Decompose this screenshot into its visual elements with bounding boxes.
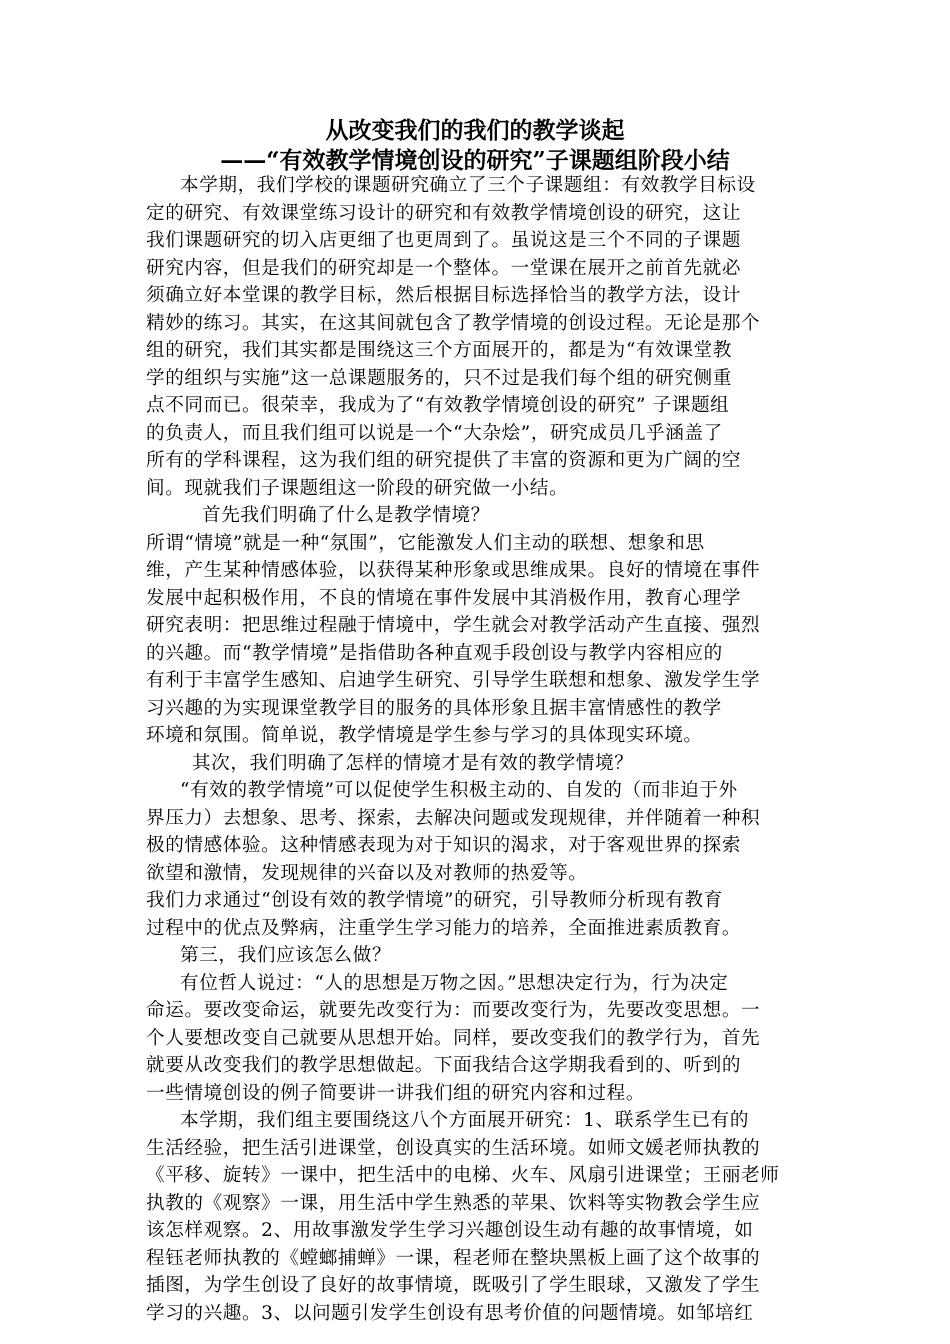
text-line: 的兴趣。而“教学情境”是指借助各种直观手段创设与教学内容相应的: [146, 642, 723, 664]
text-line: 所有的学科课程，这为我们组的研究提供了丰富的资源和更为广阔的空: [146, 450, 742, 471]
text-line: 一些情境创设的例子简要讲一讲我们组的研究内容和过程。: [146, 1082, 646, 1104]
text-line: 精妙的练习。其实，在这其间就包含了教学情境的创设过程。无论是那个: [146, 312, 761, 334]
text-line: 组的研究，我们其实都是围绕这三个方面展开的，都是为“有效课堂教: [146, 340, 732, 361]
text-line: 学习的兴趣。3、以问题引发学生创设有思考价值的问题情境。如邹培红: [146, 1302, 754, 1324]
text-line: 第三，我们应该怎么做？: [180, 945, 392, 966]
text-line: 维，产生某种情感体验，以获得某种形象或思维成果。良好的情境在事件: [146, 560, 761, 581]
text-line: 过程中的优点及弊病，注重学生学习能力的培养，全面推进素质教育。: [146, 917, 742, 939]
text-line: 本学期，我们学校的课题研究确立了三个子课题组：有效教学目标设: [180, 175, 756, 196]
text-line: 命运。要改变命运，就要先改变行为：而要改变行为，先要改变思想。一: [146, 1000, 761, 1021]
text-line: 《平移、旋转》一课中，把生活中的电梯、火车、风扇引进课堂；王丽老师: [146, 1165, 780, 1186]
text-line: 习兴趣的为实现课堂教学目的服务的具体形象且据丰富情感性的教学: [146, 697, 722, 719]
text-line: 插图，为学生创设了良好的故事情境，既吸引了学生眼球，又激发了学生: [146, 1275, 761, 1296]
document-body: [146, 172, 808, 1327]
text-line: 间。现就我们子课题组这一阶段的研究做一小结。: [146, 477, 569, 499]
text-line: 发展中起积极作用，不良的情境在事件发展中其消极作用，教育心理学: [146, 587, 742, 609]
text-line: 学的组织与实施”这一总课题服务的，只不过是我们每个组的研究侧重: [146, 367, 732, 389]
text-line: 点不同而已。很荣幸，我成为了“有效教学情境创设的研究” 子课题组: [146, 395, 730, 416]
text-line: 程钰老师执教的《螳螂捕蝉》一课，程老师在整块黑板上画了这个故事的: [146, 1247, 761, 1269]
title-block: [0, 116, 950, 176]
text-line: 我们力求通过“创设有效的教学情境”的研究，引导教师分析现有教育: [146, 890, 723, 911]
text-line: 有利于丰富学生感知、启迪学生研究、引导学生联想和想象、激发学生学: [146, 670, 761, 691]
text-line: 欲望和激情，发现规律的兴奋以及对教师的热爱等。: [146, 862, 588, 884]
text-line: 生活经验，把生活引进课堂，创设真实的生活环境。如师文媛老师执教的: [146, 1137, 761, 1159]
text-line: “有效的教学情境”可以促使学生积极主动的、自发的（而非迫于外: [180, 780, 738, 801]
text-line: 环境和氛围。简单说，教学情境是学生参与学习的具体现实环境。: [146, 725, 703, 746]
text-line: 定的研究、有效课堂练习设计的研究和有效教学情境创设的研究，这让: [146, 202, 742, 224]
page-title: 从改变我们的我们的教学谈起: [325, 117, 625, 144]
text-line: 界压力）去想象、思考、探索，去解决问题或发现规律，并伴随着一种积: [146, 807, 761, 829]
text-line: 执教的《观察》一课，用生活中学生熟悉的苹果、饮料等实物教会学生应: [146, 1192, 761, 1214]
text-line: 极的情感体验。这种情感表现为对于知识的渴求，对于客观世界的探索: [146, 835, 742, 856]
text-line: 首先我们明确了什么是教学情境？: [202, 505, 490, 526]
text-line: 须确立好本堂课的教学目标，然后根据目标选择恰当的教学方法，设计: [146, 285, 742, 306]
text-line: 其次，我们明确了怎样的情境才是有效的教学情境？: [192, 752, 634, 774]
text-line: 的负责人，而且我们组可以说是一个“大杂烩”，研究成员几乎涵盖了: [146, 422, 723, 444]
text-line: 研究内容，但是我们的研究却是一个整体。一堂课在展开之前首先就必: [146, 257, 742, 279]
text-line: 所谓“情境”就是一种“氛围”，它能激发人们主动的联想、想象和思: [146, 532, 705, 554]
text-line: 有位哲人说过：“人的思想是万物之因。”思想决定行为，行为决定: [180, 972, 729, 994]
text-line: 本学期，我们组主要围绕这八个方面展开研究：1、联系学生已有的: [180, 1110, 750, 1131]
text-line: 研究表明：把思维过程融于情境中，学生就会对教学活动产生直接、强烈: [146, 615, 761, 636]
page-subtitle: ——“有效教学情境创设的研究”子课题组阶段小结: [220, 147, 730, 174]
text-line: 我们课题研究的切入店更细了也更周到了。虽说这是三个不同的子课题: [146, 230, 742, 251]
text-line: 个人要想改变自己就要从思想开始。同样，要改变我们的教学行为，首先: [146, 1027, 761, 1049]
text-line: 就要从改变我们的教学思想做起。下面我结合这学期我看到的、听到的: [146, 1055, 742, 1076]
text-line: 该怎样观察。2、用故事激发学生学习兴趣创设生动有趣的故事情境，如: [146, 1220, 754, 1241]
